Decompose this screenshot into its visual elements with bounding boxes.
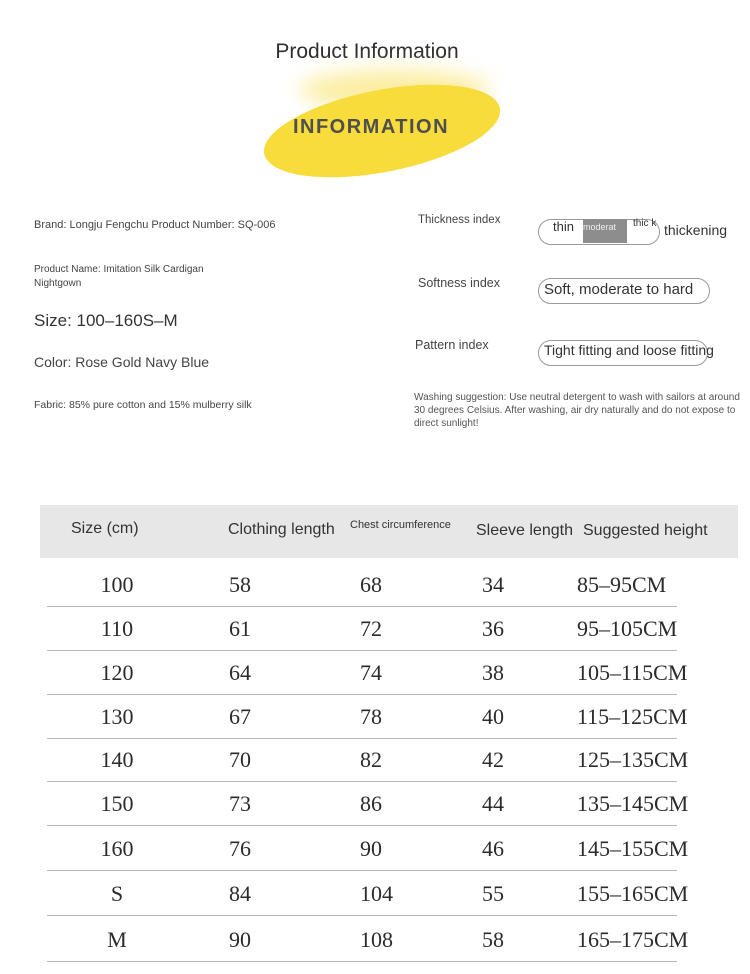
color-text: Color: Rose Gold Navy Blue	[34, 354, 210, 370]
cell-size: 150	[100, 791, 134, 816]
cell-height: 95–105CM	[577, 616, 678, 641]
cell-chest: 72	[360, 616, 382, 641]
cell-height: 155–165CM	[577, 881, 689, 906]
cell-chest: 108	[360, 927, 393, 952]
cell-chest: 90	[360, 836, 382, 861]
table-row	[47, 871, 689, 916]
cell-height: 165–175CM	[577, 927, 689, 952]
thickness-option-thin: thin	[553, 219, 574, 234]
cell-height: 105–115CM	[577, 660, 688, 685]
cell-clothing-length: 73	[229, 791, 251, 816]
header-chest-circumference: Chest circumference	[350, 519, 451, 531]
cell-chest: 86	[360, 791, 382, 816]
cell-clothing-length: 90	[229, 927, 251, 952]
cell-size: 140	[100, 747, 134, 772]
size-text: Size: 100–160S–M	[34, 311, 178, 330]
thickness-option-moderate: moderat	[583, 219, 627, 243]
cell-size: 120	[100, 660, 134, 685]
cell-clothing-length: 84	[229, 881, 251, 906]
product-name-line1: Product Name: Imitation Silk Cardigan	[34, 264, 204, 275]
cell-sleeve: 36	[482, 616, 504, 641]
cell-size: 160	[100, 836, 134, 861]
product-name-line2: Nightgown	[34, 278, 82, 289]
washing-suggestion: Washing suggestion: Use neutral detergent to wash with sailors at around 30 degrees Celsius. After washing, air dry naturally and do not expose to direct sunlight!	[414, 392, 740, 429]
cell-chest: 74	[360, 660, 382, 685]
brand-text: Brand: Longju Fengchu Product Number: SQ-006	[34, 219, 276, 231]
cell-size: M	[107, 927, 127, 952]
cell-chest: 104	[360, 881, 393, 906]
table-row	[47, 917, 689, 962]
cell-size: S	[110, 881, 124, 906]
cell-height: 125–135CM	[577, 747, 689, 772]
cell-clothing-length: 76	[229, 836, 251, 861]
cell-sleeve: 38	[482, 660, 504, 685]
table-row	[47, 606, 677, 651]
information-badge-label: INFORMATION	[292, 116, 450, 138]
cell-height: 135–145CM	[577, 791, 689, 816]
table-row	[47, 562, 677, 607]
cell-clothing-length: 58	[229, 572, 251, 597]
cell-sleeve: 58	[482, 927, 504, 952]
cell-size: 130	[100, 704, 134, 729]
pattern-index-label: Pattern index	[415, 338, 489, 352]
cell-chest: 68	[360, 572, 382, 597]
cell-size: 110	[100, 616, 134, 641]
fabric-text: Fabric: 85% pure cotton and 15% mulberry silk	[34, 399, 252, 411]
cell-chest: 82	[360, 747, 382, 772]
table-row	[47, 781, 689, 826]
cell-sleeve: 44	[482, 791, 504, 816]
thickness-index-label: Thickness index	[418, 214, 501, 226]
thickness-option-thickening: thickening	[664, 222, 728, 238]
pattern-index-value: Tight fitting and loose fitting	[544, 342, 714, 358]
cell-sleeve: 46	[482, 836, 504, 861]
cell-sleeve: 40	[482, 704, 504, 729]
cell-chest: 78	[360, 704, 382, 729]
header-clothing-length: Clothing length	[228, 521, 335, 538]
table-row	[47, 650, 688, 695]
cell-sleeve: 55	[482, 881, 504, 906]
header-sleeve-length: Sleeve length	[476, 522, 573, 539]
table-row	[47, 826, 689, 871]
cell-clothing-length: 67	[229, 704, 251, 729]
cell-size: 100	[100, 572, 134, 597]
cell-sleeve: 42	[482, 747, 504, 772]
table-row	[47, 737, 689, 782]
cell-clothing-length: 64	[229, 660, 251, 685]
thickness-option-thick: thic k	[633, 218, 657, 229]
softness-index-value: Soft, moderate to hard	[544, 281, 694, 298]
page-title: Product Information	[275, 40, 459, 63]
header-size: Size (cm)	[71, 520, 139, 537]
cell-height: 85–95CM	[577, 572, 667, 597]
softness-index-label: Softness index	[418, 276, 500, 290]
cell-clothing-length: 61	[229, 616, 251, 641]
cell-height: 115–125CM	[577, 704, 688, 729]
cell-height: 145–155CM	[577, 836, 689, 861]
cell-sleeve: 34	[482, 572, 504, 597]
header-suggested-height: Suggested height	[583, 522, 708, 539]
cell-clothing-length: 70	[229, 747, 251, 772]
table-row	[47, 694, 688, 739]
